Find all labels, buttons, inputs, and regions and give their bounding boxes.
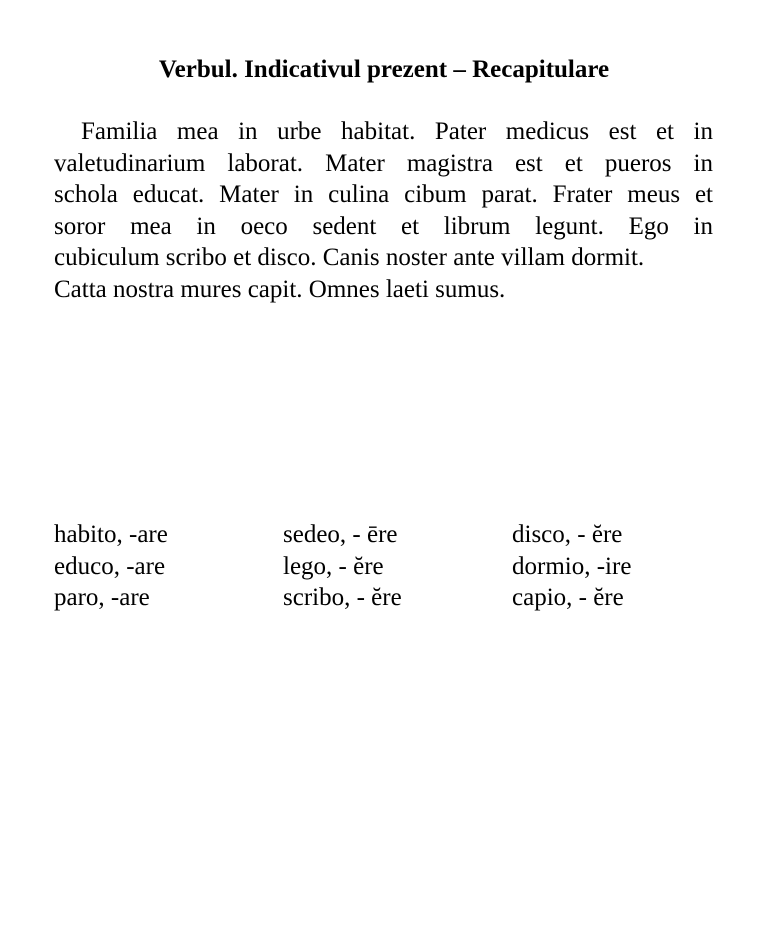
latin-passage	[54, 116, 713, 306]
vocabulary-item: habito, -are	[54, 521, 168, 548]
vocabulary-item: dormio, -ire	[512, 552, 632, 580]
passage-line: schola educat. Mater in culina cibum parat. Frater meus et	[54, 181, 713, 209]
passage-line: soror mea in oeco sedent et librum legunt. Ego in	[54, 212, 713, 240]
vocabulary-item: lego, - ĕre	[283, 552, 384, 580]
vocabulary-item: disco, - ĕre	[512, 521, 623, 548]
passage-line: cubiculum scribo et disco. Canis noster ante villam dormit.	[54, 244, 645, 272]
passage-line: valetudinarium laborat. Mater magistra est et pueros in	[54, 149, 713, 177]
vocabulary-column-third-fourth-conjugation	[512, 519, 631, 614]
vocabulary-column-first-conjugation	[54, 519, 168, 614]
vocabulary-item: paro, -are	[54, 584, 150, 612]
vocabulary-item: sedeo, - ēre	[283, 521, 398, 548]
vocabulary-item: capio, - ĕre	[512, 584, 624, 612]
passage-line: Familia mea in urbe habitat. Pater medicus est et in	[81, 118, 713, 145]
passage-line: Catta nostra mures capit. Omnes laeti sumus.	[54, 275, 506, 303]
vocabulary-item: educo, -are	[54, 552, 166, 580]
page-title: Verbul. Indicativul prezent – Recapitulare	[158, 56, 610, 83]
vocabulary-column-second-third-conjugation	[283, 519, 402, 614]
vocabulary-item: scribo, - ĕre	[283, 584, 402, 612]
